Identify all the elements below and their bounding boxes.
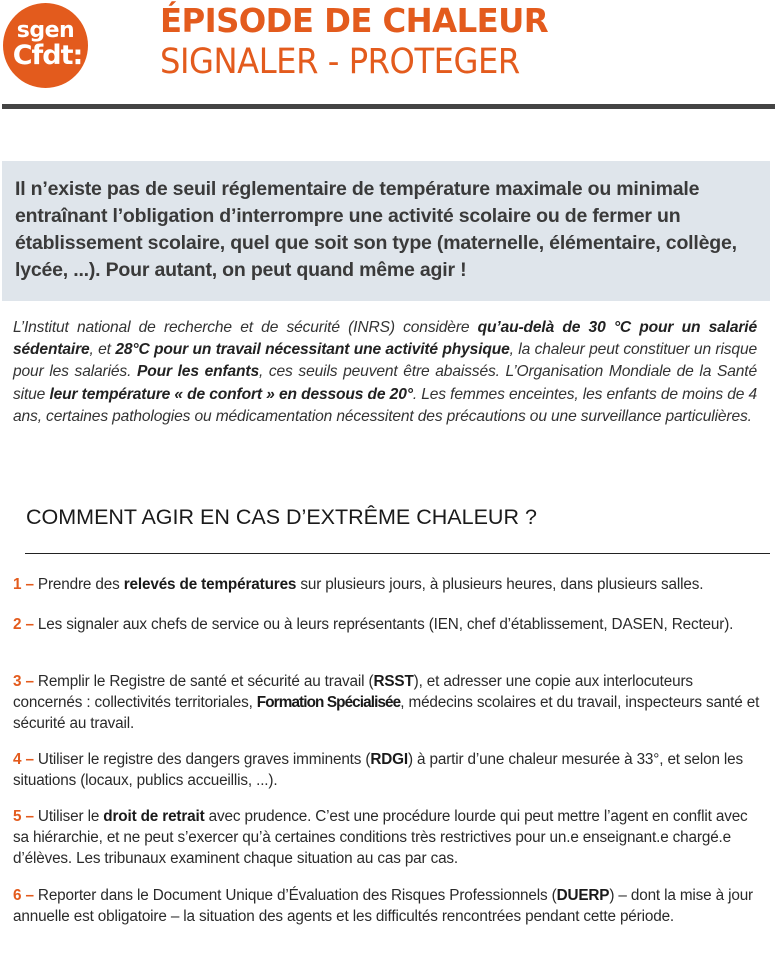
step-text: Les signaler aux chefs de service ou à leurs représentants (IEN, chef d’établissement, DASEN, Recteur). bbox=[37, 616, 734, 633]
step-text: Utiliser le registre des dangers graves imminents ( bbox=[37, 751, 371, 768]
step-text: Remplir le Registre de santé et sécurité au travail ( bbox=[37, 673, 374, 690]
step-number: 6 – bbox=[13, 887, 38, 904]
inrs-text-4: , ces seuils peuvent être abaissés. L’Organisation Mondiale de la Santé situe bbox=[13, 363, 757, 403]
inrs-bold-3: Pour les enfants bbox=[136, 363, 259, 381]
step-number: 4 – bbox=[13, 751, 38, 768]
logo-line-1: sgen bbox=[16, 17, 75, 43]
inrs-bold-1: qu’au-delà de 30 °C pour un salarié sédentaire bbox=[13, 319, 757, 359]
step-text: ), et adresser une copie aux interlocuteurs concernés : collectivités territoriales, bbox=[13, 673, 693, 711]
step-bold: droit de retrait bbox=[103, 808, 205, 825]
step-number: 5 – bbox=[13, 808, 38, 825]
step-1 bbox=[13, 574, 763, 595]
section-title: COMMENT AGIR EN CAS D’EXTRÊME CHALEUR ? bbox=[26, 505, 537, 529]
page-subtitle: SIGNALER - PROTEGER bbox=[160, 42, 520, 82]
inrs-text-3: , la chaleur peut constituer un risque pour les salariés. bbox=[13, 341, 757, 381]
step-number: 3 – bbox=[13, 673, 38, 690]
step-6 bbox=[13, 885, 763, 927]
inrs-text-1: L’Institut national de recherche et de sécurité (INRS) considère bbox=[13, 319, 478, 336]
step-text: Reporter dans le Document Unique d’Évaluation des Risques Professionnels ( bbox=[37, 887, 557, 904]
step-2 bbox=[13, 614, 763, 635]
page-title: ÉPISODE DE CHALEUR bbox=[160, 1, 549, 40]
step-number: 2 – bbox=[13, 616, 38, 633]
section-divider bbox=[25, 553, 770, 554]
step-text: Utiliser le bbox=[37, 808, 104, 825]
step-text: sur plusieurs jours, à plusieurs heures, dans plusieurs salles. bbox=[296, 576, 704, 593]
step-text: avec prudence. C’est une procédure lourde qui peut mettre l’agent en conflit avec sa hiérarchie, et ne peut s’exercer qu’à certaines conditions très restrictives pour un.e enseignant.e chargé.e d’élèves. Les tribunaux examinent chaque situation au cas par cas. bbox=[13, 808, 748, 867]
intro-text: Il n’existe pas de seuil réglementaire de température maximale ou minimale entraînant l’obligation d’interrompre une activité scolaire ou de fermer un établissement scolaire, quel que soit son type (maternelle, élémentaire, collège, lycée, ...). Pour autant, on peut quand même agir ! bbox=[15, 178, 737, 281]
inrs-paragraph bbox=[13, 317, 757, 428]
step-4 bbox=[13, 749, 763, 791]
step-bold: Formation Spécialisée bbox=[256, 694, 401, 711]
step-text: ) – dont la mise à jour annuelle est obligatoire – la situation des agents et les difficultés rencontrées pendant cette période. bbox=[13, 887, 754, 925]
inrs-bold-4: leur température « de confort » en dessous de 20° bbox=[49, 385, 413, 403]
inrs-text-5: . Les femmes enceintes, les enfants de moins de 4 ans, certaines pathologies ou médicamentation nécessitent des précautions ou une surveillance particulières. bbox=[13, 385, 758, 425]
step-text: , médecins scolaires et du travail, inspecteurs santé et sécurité au travail. bbox=[13, 694, 760, 732]
header-divider bbox=[2, 104, 775, 109]
step-5 bbox=[13, 806, 763, 869]
step-text: Prendre des bbox=[37, 576, 124, 593]
step-bold: RSST bbox=[373, 673, 414, 690]
inrs-bold-2: 28°C pour un travail nécessitant une activité physique bbox=[115, 341, 510, 359]
step-text: ) à partir d’une chaleur mesurée à 33°, et selon les situations (locaux, publics accueillis, ...). bbox=[13, 751, 744, 789]
sgen-cfdt-logo bbox=[3, 3, 88, 88]
step-bold: RDGI bbox=[370, 751, 408, 768]
logo-line-2: Cfdt: bbox=[12, 39, 83, 71]
intro-box bbox=[2, 161, 770, 301]
inrs-text-2: , et bbox=[89, 341, 116, 359]
step-bold: relevés de températures bbox=[123, 576, 297, 593]
step-number: 1 – bbox=[13, 576, 38, 593]
step-3 bbox=[13, 671, 763, 734]
step-bold: DUERP bbox=[556, 887, 610, 904]
